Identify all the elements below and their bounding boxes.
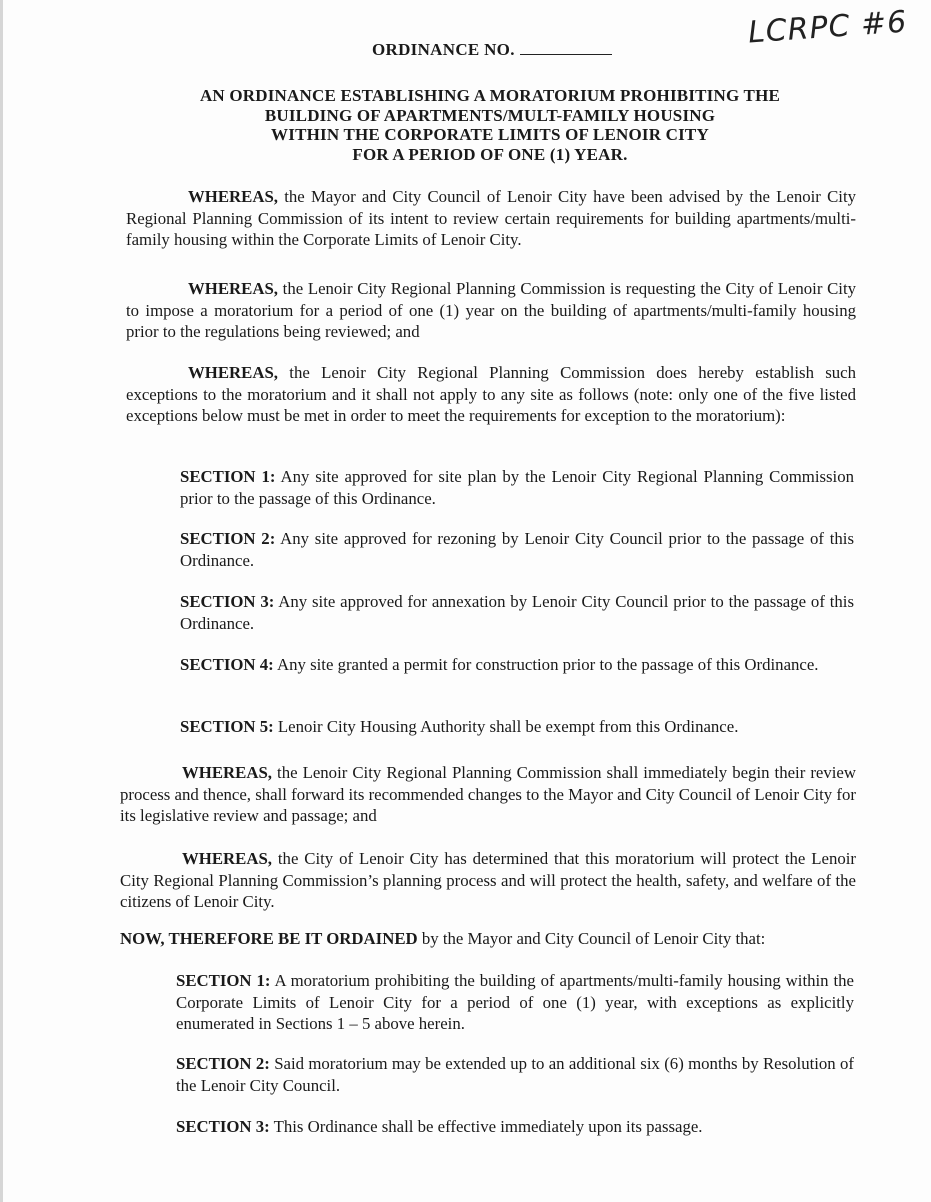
whereas-clause — [120, 762, 856, 827]
title-line: BUILDING OF APARTMENTS/MULT-FAMILY HOUSING — [264, 105, 716, 125]
whereas-lead: WHEREAS, — [182, 849, 272, 868]
whereas-text: the Lenoir City Regional Planning Commission shall immediately begin their review process and thence, shall forward its recommended changes to the Mayor and City Council of Lenoir City for its legislative review and passage; and — [120, 763, 856, 825]
whereas-lead: WHEREAS, — [188, 279, 278, 298]
whereas-lead: WHEREAS, — [188, 363, 278, 382]
section-text: A moratorium prohibiting the building of apartments/multi-family housing within the Corporate Limits of Lenoir City for a period of one (1) year, with exceptions as explicitly enumerated in Sections 1 – 5 above herein. — [176, 971, 855, 1033]
exception-section — [180, 654, 854, 676]
whereas-clause — [126, 362, 856, 427]
section-text: Any site granted a permit for construction prior to the passage of this Ordinance. — [273, 655, 819, 674]
section-text: Any site approved for rezoning by Lenoir City Council prior to the passage of this Ordinance. — [180, 529, 854, 570]
whereas-text: the City of Lenoir City has determined that this moratorium will protect the Lenoir City Regional Planning Commission’s planning process and will protect the health, safety, and welfare of the citizens of Lenoir City. — [120, 849, 856, 911]
whereas-text: the Mayor and City Council of Lenoir City have been advised by the Lenoir City Regional Planning Commission of its intent to review certain requirements for building apartments/multi-family housing within the Corporate Limits of Lenoir City. — [126, 187, 856, 249]
whereas-clause — [126, 186, 856, 251]
title-line: WITHIN THE CORPORATE LIMITS OF LENOIR CITY — [271, 125, 709, 144]
title-line: FOR A PERIOD OF ONE (1) YEAR. — [352, 144, 628, 164]
exception-section — [180, 591, 854, 634]
ordinance-number-blank — [520, 40, 612, 55]
ordained-clause — [120, 928, 860, 950]
ordinance-label: ORDINANCE NO. — [372, 40, 515, 59]
ordinance-number-line — [372, 40, 612, 60]
section-lead: SECTION 2: — [180, 529, 276, 548]
title-line: AN ORDINANCE ESTABLISHING A MORATORIUM PROHIBITING THE — [199, 86, 781, 105]
section-text: This Ordinance shall be effective immediately upon its passage. — [269, 1117, 703, 1136]
whereas-clause — [120, 848, 856, 913]
exception-section — [180, 716, 854, 738]
section-lead: SECTION 1: — [176, 971, 271, 990]
ordinance-title — [120, 86, 860, 164]
exception-section — [180, 528, 854, 571]
section-lead: SECTION 1: — [180, 467, 276, 486]
ordained-section — [176, 1116, 854, 1138]
whereas-lead: WHEREAS, — [188, 187, 278, 206]
section-text: Said moratorium may be extended up to an additional six (6) months by Resolution of the Lenoir City Council. — [176, 1054, 855, 1095]
handwritten-annotation: LCRPC #6 — [746, 4, 909, 51]
ordained-lead: NOW, THEREFORE BE IT ORDAINED — [120, 929, 418, 948]
section-lead: SECTION 3: — [180, 592, 275, 611]
section-lead: SECTION 4: — [180, 655, 274, 674]
whereas-text: the Lenoir City Regional Planning Commission does hereby establish such exceptions to the moratorium and it shall not apply to any site as follows (note: only one of the five listed exceptions below must be met in order to meet the requirements for exception to the moratorium): — [126, 363, 856, 425]
exception-section — [180, 466, 854, 509]
section-text: Any site approved for annexation by Lenoir City Council prior to the passage of this Ordinance. — [180, 592, 854, 633]
ordained-section — [176, 970, 854, 1035]
section-lead: SECTION 2: — [176, 1054, 270, 1073]
scan-edge — [0, 0, 3, 1202]
section-lead: SECTION 3: — [176, 1117, 270, 1136]
whereas-text: the Lenoir City Regional Planning Commission is requesting the City of Lenoir City to impose a moratorium for a period of one (1) year on the building of apartments/multi-family housing prior to the regulations being reviewed; and — [126, 279, 856, 341]
section-lead: SECTION 5: — [180, 717, 274, 736]
ordained-text: by the Mayor and City Council of Lenoir City that: — [417, 929, 766, 948]
section-text: Lenoir City Housing Authority shall be exempt from this Ordinance. — [273, 717, 739, 736]
ordained-section — [176, 1053, 854, 1096]
whereas-clause — [126, 278, 856, 343]
whereas-lead: WHEREAS, — [182, 763, 272, 782]
section-text: Any site approved for site plan by the Lenoir City Regional Planning Commission prior to the passage of this Ordinance. — [180, 467, 854, 508]
